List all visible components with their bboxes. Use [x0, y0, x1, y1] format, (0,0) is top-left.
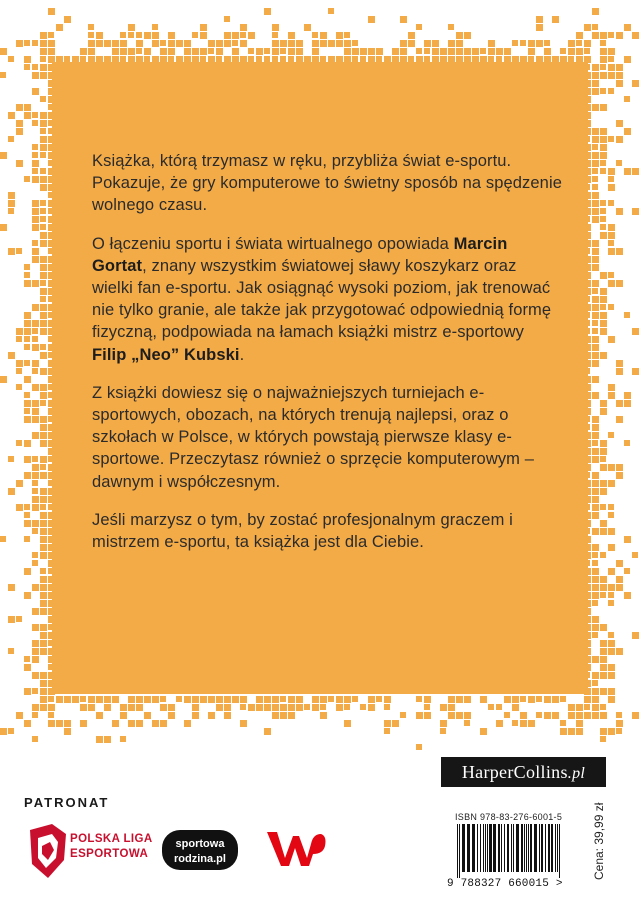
- svg-text:rodzina.pl: rodzina.pl: [174, 853, 226, 865]
- author-name-gortat: Marcin Gortat: [92, 234, 508, 275]
- author-name-kubski: Filip „Neo” Kubski: [92, 345, 240, 364]
- back-cover-blurb: [92, 150, 562, 569]
- patronat-label: PATRONAT: [24, 795, 110, 810]
- barcode-digits: 9 788327 660015 >: [447, 878, 563, 890]
- blurb-paragraph-4: Jeśli marzysz o tym, by zostać profesjonalnym graczem i mistrzem e-sportu, ta książka jest dla Ciebie.: [92, 510, 513, 552]
- price-label: Cena: 39,99 zł: [592, 802, 606, 880]
- publisher-logo: HarperCollins.pl: [441, 757, 606, 787]
- blurb-paragraph-1: Książka, którą trzymasz w ręku, przybliża świat e-sportu. Pokazuje, że gry komputerowe to świetny sposób na spędzenie wolnego czasu.: [92, 152, 562, 215]
- blurb-paragraph-2: O łączeniu sportu i świata wirtualnego opowiada Marcin Gortat, znany wszystkim światowej sławy koszykarz oraz wielki fan e-sportu. Jak osiągnąć wysoki poziom, jak trenować nie tylko granie, ale także jak przygotować odpowiednią formę fizyczną, podpowiada na łamach książki mistrz e-sportowy Filip „Neo” Kubski.: [92, 234, 552, 364]
- isbn-barcode: [455, 824, 565, 878]
- sportowa-rodzina-logo: [160, 826, 240, 874]
- blurb-paragraph-3: Z książki dowiesz się o najważniejszych turniejach e-sportowych, obozach, na których trenują najlepsi, oraz o szkołach w Polsce, w których powstają pierwsze klasy e-sportowe. Przeczytasz również o sprzęcie komputerowym – dawnym i współczesnym.: [92, 383, 534, 491]
- polska-liga-esportowa-text: POLSKA LIGA ESPORTOWA: [70, 833, 153, 860]
- isbn-number: ISBN 978-83-276-6001-5: [455, 812, 563, 822]
- svg-text:sportowa: sportowa: [175, 838, 225, 850]
- wp-logo: [263, 824, 327, 874]
